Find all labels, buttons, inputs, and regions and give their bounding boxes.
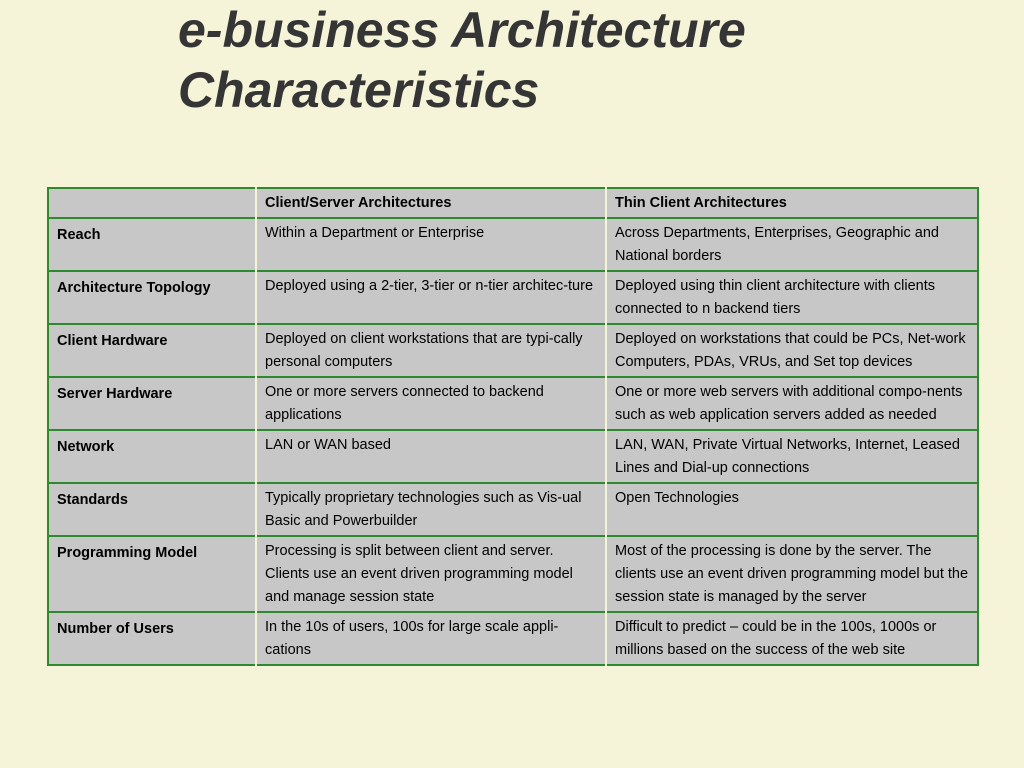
- client-server-cell: Within a Department or Enterprise: [256, 218, 606, 271]
- table-row: [48, 271, 978, 324]
- thin-client-cell: Deployed using thin client architecture with clients connected to n backend tiers: [606, 271, 978, 324]
- row-label: Standards: [48, 483, 256, 536]
- client-server-cell: In the 10s of users, 100s for large scale appli-cations: [256, 612, 606, 665]
- table-row: [48, 218, 978, 271]
- table-header-row: [48, 188, 978, 218]
- thin-client-cell: One or more web servers with additional compo-nents such as web application servers added as needed: [606, 377, 978, 430]
- table-row: [48, 612, 978, 665]
- thin-client-cell: Across Departments, Enterprises, Geographic and National borders: [606, 218, 978, 271]
- row-label: Server Hardware: [48, 377, 256, 430]
- header-thin-client: Thin Client Architectures: [606, 188, 978, 218]
- client-server-cell: Typically proprietary technologies such as Vis-ual Basic and Powerbuilder: [256, 483, 606, 536]
- thin-client-cell: Deployed on workstations that could be PCs, Net-work Computers, PDAs, VRUs, and Set top devices: [606, 324, 978, 377]
- row-label: Client Hardware: [48, 324, 256, 377]
- thin-client-cell: Open Technologies: [606, 483, 978, 536]
- client-server-cell: One or more servers connected to backend applications: [256, 377, 606, 430]
- row-label: Architecture Topology: [48, 271, 256, 324]
- header-client-server: Client/Server Architectures: [256, 188, 606, 218]
- slide-title-line-2: Characteristics: [178, 62, 540, 118]
- thin-client-cell: Difficult to predict – could be in the 100s, 1000s or millions based on the success of the web site: [606, 612, 978, 665]
- table-row: [48, 377, 978, 430]
- client-server-cell: LAN or WAN based: [256, 430, 606, 483]
- row-label: Number of Users: [48, 612, 256, 665]
- table-row: [48, 430, 978, 483]
- row-label: Reach: [48, 218, 256, 271]
- comparison-table-container: [47, 187, 977, 666]
- header-empty-cell: [48, 188, 256, 218]
- thin-client-cell: Most of the processing is done by the server. The clients use an event driven programming model but the session state is managed by the server: [606, 536, 978, 612]
- table-row: [48, 324, 978, 377]
- client-server-cell: Processing is split between client and server. Clients use an event driven programming model and manage session state: [256, 536, 606, 612]
- client-server-cell: Deployed on client workstations that are typi-cally personal computers: [256, 324, 606, 377]
- slide-title: [178, 0, 978, 120]
- slide-title-line-1: e-business Architecture: [178, 2, 746, 58]
- client-server-cell: Deployed using a 2-tier, 3-tier or n-tier architec-ture: [256, 271, 606, 324]
- thin-client-cell: LAN, WAN, Private Virtual Networks, Internet, Leased Lines and Dial-up connections: [606, 430, 978, 483]
- table-row: [48, 536, 978, 612]
- row-label: Programming Model: [48, 536, 256, 612]
- table-row: [48, 483, 978, 536]
- row-label: Network: [48, 430, 256, 483]
- comparison-table: [47, 187, 979, 666]
